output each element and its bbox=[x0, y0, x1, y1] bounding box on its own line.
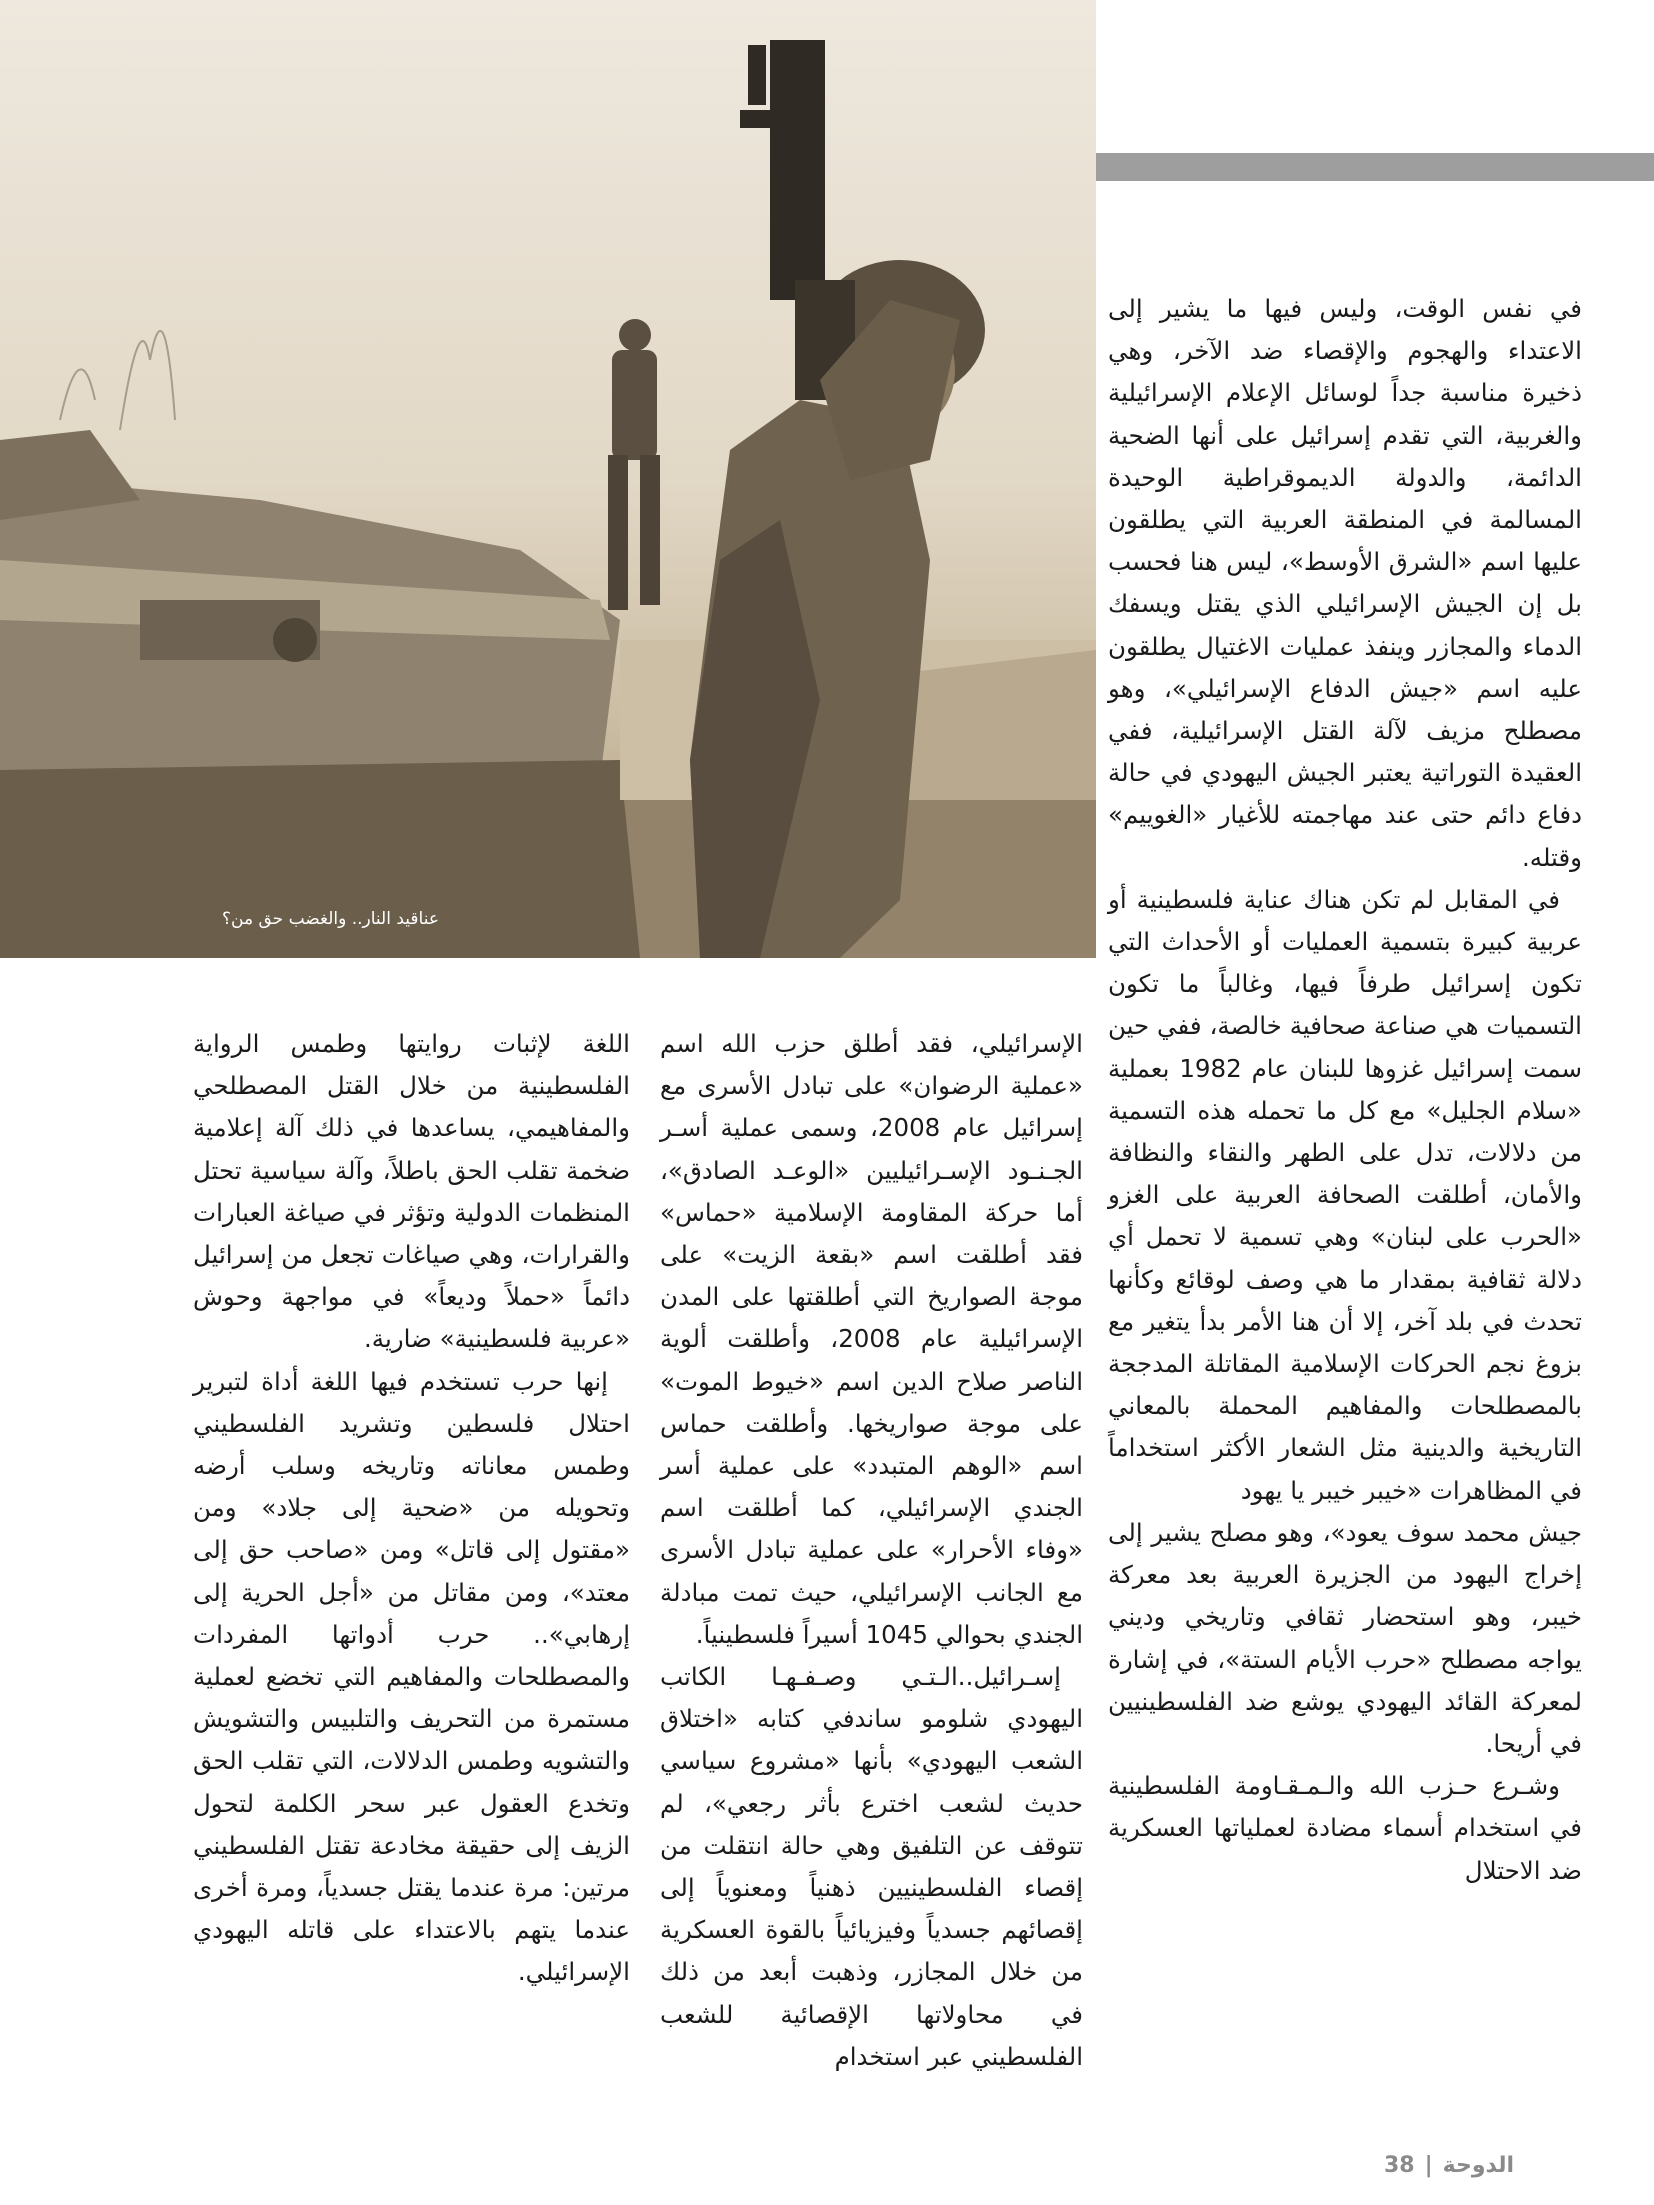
text-column-left bbox=[193, 1023, 630, 1994]
page-number: 38 bbox=[1384, 2153, 1415, 2178]
page-footer bbox=[1384, 2153, 1514, 2178]
header-bar bbox=[1096, 153, 1654, 181]
text-column-right bbox=[1108, 288, 1582, 1892]
photo-illustration bbox=[0, 0, 1096, 958]
paragraph: اللغة لإثبات روايتها وطمس الرواية الفلسطينية من خلال القتل المصطلحي والمفاهيمي، يساعدها في ذلك آلة إعلامية ضخمة تقلب الحق باطلاً، وآلة سياسية تحتل المنظمات الدولية وتؤثر في صياغة العبارات والقرارات، وهي صياغات تجعل من إسرائيل دائماً «حملاً وديعاً» في مواجهة وحوش «عربية فلسطينية» ضارية. bbox=[193, 1029, 630, 1354]
paragraph: إسـرائيل..الـتـي وصـفـهـا الكاتب اليهودي شلومو ساندفي كتابه «اختلاق الشعب اليهودي» بأنها «مشروع سياسي حديث لشعب اخترع بأثر رجعي»، لم تتوقف عن التلفيق وهي حالة انتقلت من إقصاء الفلسطينيين ذهنياً ومعنوياً إلى إقصائهم جسدياً وفيزيائياً بالقوة العسكرية من خلال المجازر، وذهبت أبعد من ذلك في محاولاتها الإقصائية للشعب الفلسطيني عبر استخدام bbox=[660, 1662, 1083, 2071]
article-photo bbox=[0, 0, 1096, 958]
footer-separator: | bbox=[1424, 2153, 1433, 2178]
paragraph: في نفس الوقت، وليس فيها ما يشير إلى الاعتداء والهجوم والإقصاء ضد الآخر، وهي ذخيرة مناسبة جداً لوسائل الإعلام الإسرائيلية والغربية، التي تقدم إسرائيل على أنها الضحية الدائمة، والدولة الديموقراطية الوحيدة المسالمة في المنطقة العربية التي يطلقون عليها اسم «الشرق الأوسط»، ليس هنا فحسب بل إن الجيش الإسرائيلي الذي يقتل ويسفك الدماء والمجازر وينفذ عمليات الاغتيال يطلقون عليه اسم «جيش الدفاع الإسرائيلي»، وهو مصطلح مزيف لآلة القتل الإسرائيلية، ففي العقيدة التوراتية يعتبر الجيش اليهودي في حالة دفاع دائم حتى عند مهاجمته للأغيار «الغوييم» وقتله. bbox=[1108, 294, 1582, 872]
photo-caption: عناقيد النار.. والغضب حق من؟ bbox=[222, 909, 439, 929]
text-column-middle bbox=[660, 1023, 1083, 2078]
paragraph: جيش محمد سوف يعود»، وهو مصلح يشير إلى إخراج اليهود من الجزيرة العربية بعد معركة خيبر، وهو استحضار ثقافي وتاريخي وديني يواجه مصطلح «حرب الأيام الستة»، في إشارة لمعركة القائد اليهودي يوشع ضد الفلسطينيين في أريحا. bbox=[1108, 1517, 1582, 1758]
paragraph: إنها حرب تستخدم فيها اللغة أداة لتبرير احتلال فلسطين وتشريد الفلسطيني وطمس معاناته وتاريخه وسلب أرضه وتحويله من «ضحية إلى جلاد» ومن «مقتول إلى قاتل» ومن «صاحب حق إلى معتد»، ومن مقاتل من «أجل الحرية إلى إرهابي».. حرب أدواتها المفردات والمصطلحات والمفاهيم التي تخضع لعملية مستمرة من التحريف والتلبيس والتشويش والتشويه وطمس الدلالات، التي تقلب الحق وتخدع العقول عبر سحر الكلمة لتحول الزيف إلى حقيقة مخادعة تقتل الفلسطيني مرتين: مرة عندما يقتل جسدياً، ومرة أخرى عندما يتهم بالاعتداء على قاتله اليهودي الإسرائيلي. bbox=[193, 1366, 630, 1987]
paragraph: في المقابل لم تكن هناك عناية فلسطينية أو عربية كبيرة بتسمية العمليات أو الأحداث التي تكون إسرائيل طرفاً فيها، وغالباً ما تكون التسميات هي صناعة صحافية خالصة، ففي حين سمت إسرائيل غزوها للبنان عام 1982 بعملية «سلام الجليل» مع كل ما تحمله هذه التسمية من دلالات، تدل على الطهر والنقاء والنظافة والأمان، أطلقت الصحافة العربية على الغزو «الحرب على لبنان» وهي تسمية لا تحمل أي دلالة ثقافية بمقدار ما هي وصف لوقائع وكأنها تحدث في بلد آخر، إلا أن هنا الأمر بدأ يتغير مع بزوغ نجم الحركات الإسلامية المقاتلة المدججة بالمصطلحات والمفاهيم المحملة بالمعاني التاريخية والدينية مثل الشعار الأكثر استخداماً في المظاهرات «خيبر خيبر يا يهود bbox=[1108, 884, 1582, 1505]
paragraph: وشـرع حـزب الله والـمـقـاومة الفلسطينية في استخدام أسماء مضادة لعملياتها العسكرية ضد الاحتلال bbox=[1108, 1771, 1582, 1885]
paragraph: الإسرائيلي، فقد أطلق حزب الله اسم «عملية الرضوان» على تبادل الأسرى مع إسرائيل عام 2008، وسمى عملية أسـر الجـنـود الإسـرائيليين «الوعـد الصادق»، أما حركة المقاومة الإسلامية «حماس» فقد أطلقت اسم «بقعة الزيت» على موجة الصواريخ التي أطلقتها على المدن الإسرائيلية عام 2008، وأطلقت ألوية الناصر صلاح الدين اسم «خيوط الموت» على موجة صواريخها. وأطلقت حماس اسم «الوهم المتبدد» على عملية أسر الجندي الإسرائيلي، كما أطلقت اسم «وفاء الأحرار» على عملية تبادل الأسرى مع الجانب الإسرائيلي، حيث تمت مبادلة الجندي بحوالي 1045 أسيراً فلسطينياً. bbox=[660, 1029, 1083, 1649]
magazine-logo: الدوحة bbox=[1442, 2153, 1515, 2178]
